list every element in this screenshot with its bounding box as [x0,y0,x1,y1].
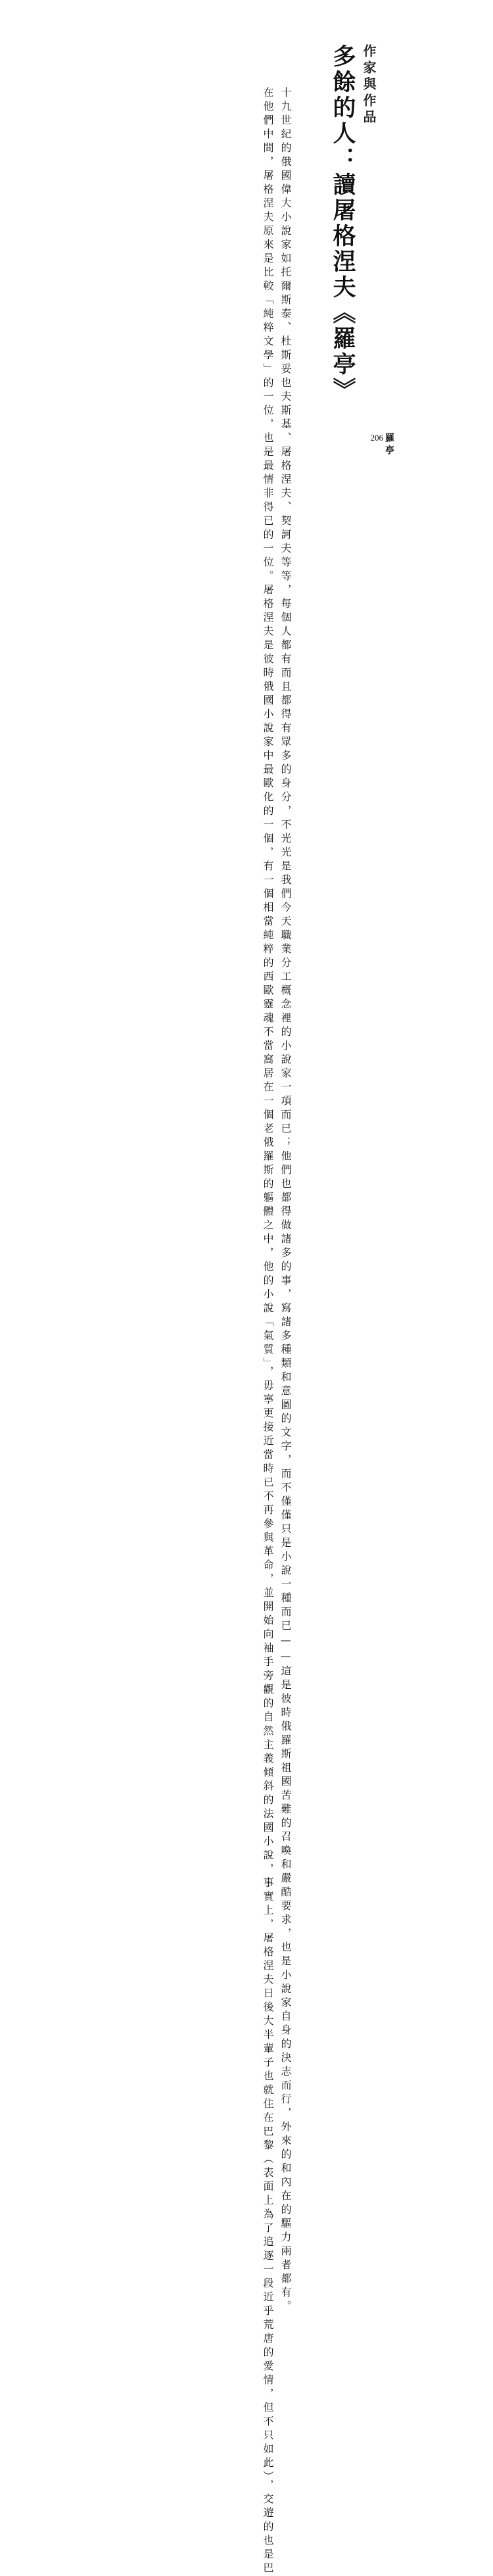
article-body [134,66,294,2576]
article-title: 多餘的人：讀屠格涅夫《羅亭》 [329,44,356,403]
page-number: 206 [370,433,383,443]
body-paragraph-2: 在他們中間，屠格涅夫原來是比較「純粹文學」的一位，也是最情非得已的一位。屠格涅夫是彼時俄國小說家中最歐化的一個，有一個相當純粹的西歐靈魂不當窩居在一個老俄羅斯的軀體之中，他的小說「氣質」，毋寧更接近當時已不再參與革命，並開始向袖手旁觀的自然主義傾斜的法國小說，事實上，屠格涅夫日後大半輩子也就住在巴黎（表面上為了追逐一段近乎荒唐的愛情，但不只如此），交遊的也是巴 [262,87,274,2576]
running-title: 羅亭 [384,433,394,458]
body-paragraph-1: 十九世紀的俄國偉大小說家如托爾斯泰、杜斯妥也夫斯基、屠格涅夫、契訶夫等等，每個人都有而且都得有眾多的身分，不光光是我們今天職業分工概念裡的小說家一項而已；他們也都得做諸多的事，寫諸多種類和意圖的文字，而不僅僅只是小說一種而已——這是彼時俄羅斯祖國苦難的召喚和嚴酷要求，也是小說家自身的決志而行，外來的和內在的驅力兩者都有。 [279,87,292,2314]
section-label: 作家與作品 [361,44,377,126]
